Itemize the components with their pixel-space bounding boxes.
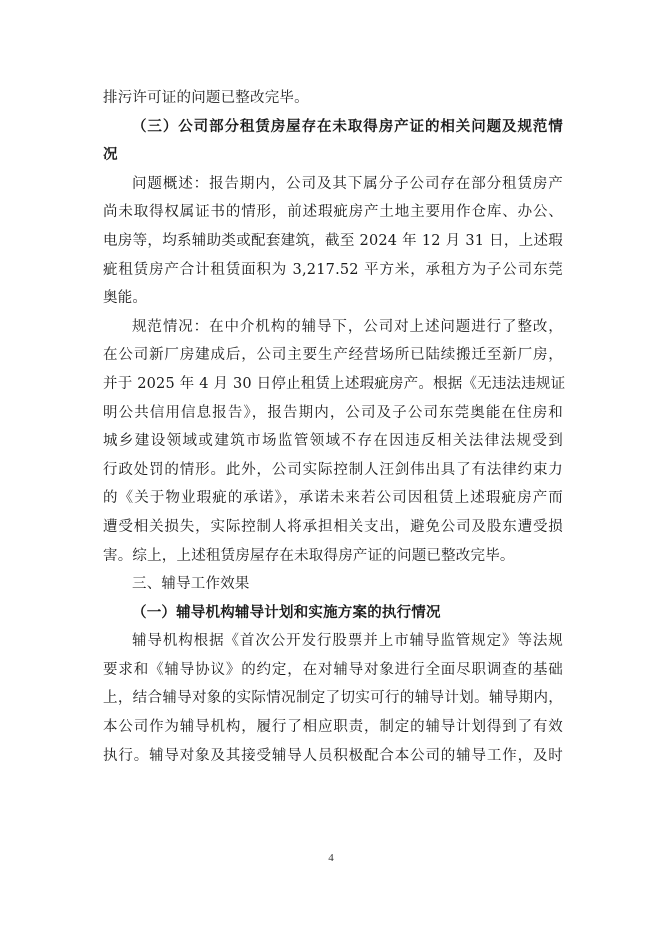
document-body bbox=[103, 84, 566, 770]
text-line: 奥能。 bbox=[103, 290, 148, 307]
heading-line: （一）辅导机构辅导计划和实施方案的执行情况 bbox=[132, 603, 441, 621]
text-line: 的《关于物业瑕疵的承诺》，承诺未来若公司因租赁上述瑕疵房产而 bbox=[103, 490, 563, 507]
text-line: 在公司新厂房建成后，公司主要生产经营场所已陆续搬迁至新厂房， bbox=[103, 347, 563, 364]
text-line: 执行。辅导对象及其接受辅导人员积极配合本公司的辅导工作，及时 bbox=[103, 747, 563, 764]
text-line: 遭受相关损失，实际控制人将承担相关支出，避免公司及股东遭受损 bbox=[103, 518, 563, 535]
heading-line: （三）公司部分租赁房屋存在未取得房产证的相关问题及规范情 bbox=[132, 117, 563, 135]
text-line: 本公司作为辅导机构，履行了相应职责，制定的辅导计划得到了有效 bbox=[103, 719, 563, 736]
text-line: 尚未取得权属证书的情形，前述瑕疵房产土地主要用作仓库、办公、 bbox=[103, 204, 563, 221]
heading-line: 况 bbox=[103, 146, 118, 164]
text-line: 三、辅导工作效果 bbox=[132, 576, 250, 593]
text-line: 上，结合辅导对象的实际情况制定了切实可行的辅导计划。辅导期内， bbox=[103, 690, 563, 707]
text-line: 问题概述：报告期内，公司及其下属分子公司存在部分租赁房产 bbox=[132, 175, 563, 192]
text-line: 排污许可证的问题已整改完毕。 bbox=[103, 90, 309, 106]
text-line: 城乡建设领域或建筑市场监管领域不存在因违反相关法律法规受到 bbox=[103, 433, 563, 450]
text-line: 并于 2025 年 4 月 30 日停止租赁上述瑕疵房产。根据《无违法违规证 bbox=[103, 375, 566, 392]
body-text bbox=[103, 84, 566, 770]
text-line: 疵租赁房产合计租赁面积为 3,217.52 平方米，承租方为子公司东莞 bbox=[103, 261, 563, 278]
text-line: 害。综上，上述租赁房屋存在未取得房产证的问题已整改完毕。 bbox=[103, 547, 515, 564]
text-line: 规范情况：在中介机构的辅导下，公司对上述问题进行了整改， bbox=[132, 318, 563, 335]
text-line: 电房等，均系辅助类或配套建筑，截至 2024 年 12 月 31 日，上述瑕 bbox=[103, 232, 563, 249]
text-line: 要求和《辅导协议》的约定，在对辅导对象进行全面尽职调查的基础 bbox=[103, 661, 563, 678]
text-line: 辅导机构根据《首次公开发行股票并上市辅导监管规定》等法规 bbox=[132, 633, 563, 650]
text-line: 明公共信用信息报告》，报告期内，公司及子公司东莞奥能在住房和 bbox=[103, 404, 563, 421]
page-number: 4 bbox=[328, 852, 334, 864]
text-line: 行政处罚的情形。此外，公司实际控制人汪剑伟出具了有法律约束力 bbox=[103, 461, 563, 478]
